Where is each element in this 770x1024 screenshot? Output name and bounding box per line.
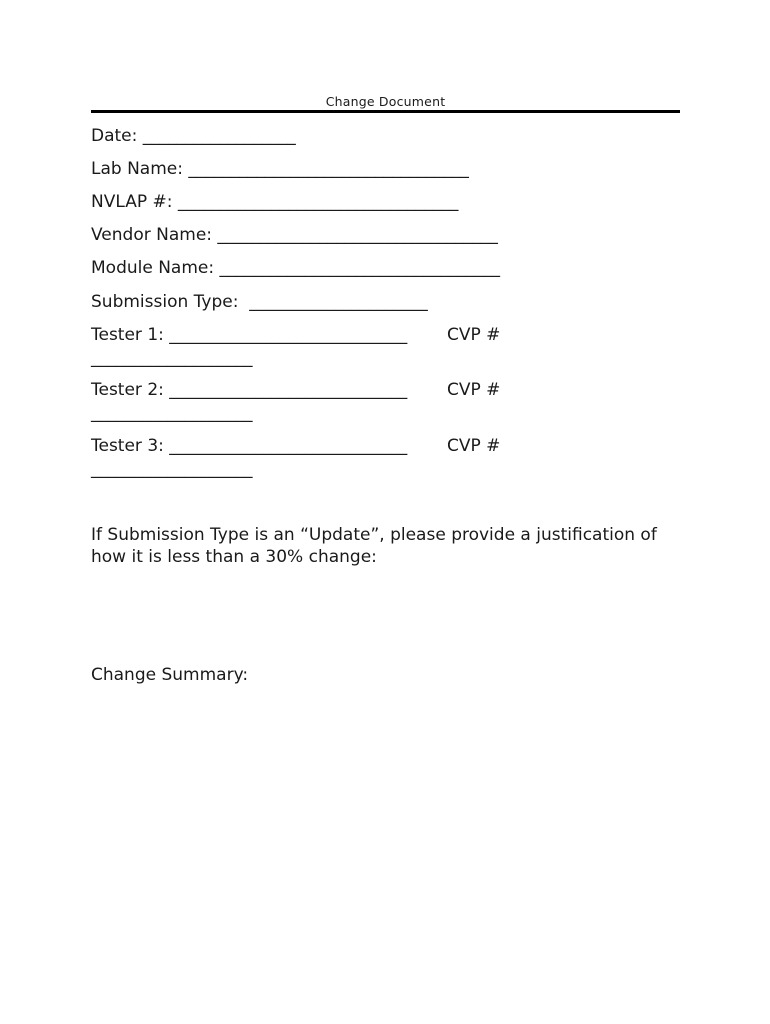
tester-3-field: Tester 3: ____________________________ (91, 436, 408, 456)
tester-2-field: Tester 2: ____________________________ (91, 380, 408, 400)
tester-3-cvp-label: CVP # (447, 436, 501, 456)
tester-2-cvp-line: ___________________ (91, 403, 253, 423)
justification-paragraph: If Submission Type is an “Update”, please provide a justification of how it is less than a 30% change: (91, 525, 657, 567)
lab-name-field: Lab Name: _________________________________ (91, 159, 469, 179)
vendor-name-field: Vendor Name: _________________________________ (91, 225, 498, 245)
tester-1-cvp-line: ___________________ (91, 348, 253, 368)
tester-1-field: Tester 1: ____________________________ (91, 325, 408, 345)
submission-type-field: Submission Type: _____________________ (91, 292, 428, 312)
module-name-field: Module Name: _________________________________ (91, 258, 501, 278)
document-title: Change Document (325, 94, 446, 109)
tester-2-cvp-label: CVP # (447, 380, 501, 400)
date-field: Date: __________________ (91, 126, 296, 146)
tester-1-cvp-label: CVP # (447, 325, 501, 345)
header-rule (91, 110, 680, 113)
change-summary-label: Change Summary: (91, 665, 249, 685)
tester-3-cvp-line: ___________________ (91, 459, 253, 479)
nvlap-field: NVLAP #: _________________________________ (91, 192, 459, 212)
